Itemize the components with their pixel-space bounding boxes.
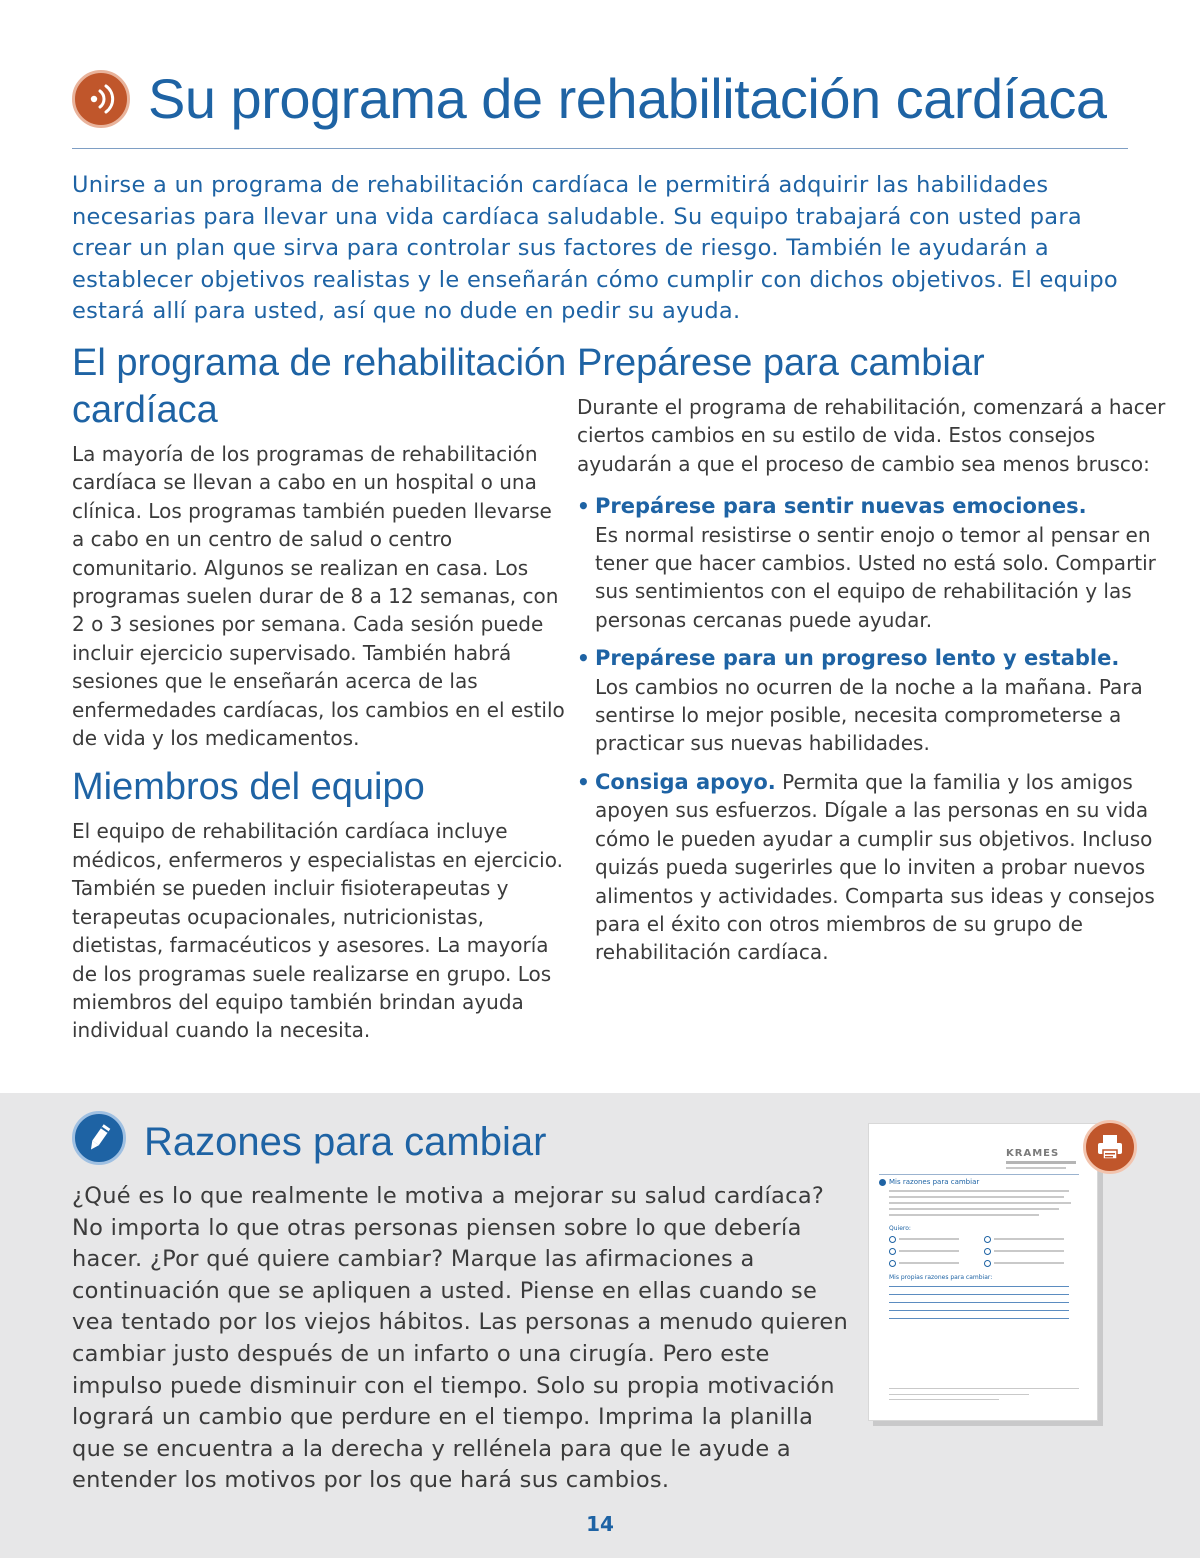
worksheet-write-line: [889, 1294, 1069, 1295]
worksheet-text-line: [899, 1238, 959, 1240]
right-column: [577, 340, 1172, 977]
worksheet-footer-rule: [889, 1388, 1079, 1389]
reasons-heading: Razones para cambiar: [144, 1120, 547, 1164]
prepare-intro: Durante el programa de rehabilitación, comenzará a hacer ciertos cambios en su estilo de vida. Estos consejos ayudarán a que el proceso de cambio sea menos brusco:: [577, 395, 1166, 476]
title-divider: [72, 148, 1128, 149]
worksheet-checkbox: [984, 1260, 991, 1267]
worksheet-checkbox: [889, 1248, 896, 1255]
worksheet-thumbnail[interactable]: [868, 1123, 1098, 1421]
worksheet-own-reasons: Mis propias razones para cambiar:: [889, 1274, 993, 1281]
bullet: •: [577, 769, 590, 794]
reasons-body: ¿Qué es lo que realmente le motiva a mejorar su salud cardíaca? No importa lo que otras personas piensen sobre lo que debería hacer. ¿Por qué quiere cambiar? Marque las afirmaciones a continuación que se apliquen a usted. Piense en ellas cuando se vea tentado por los viejos hábitos. Las personas a menudo quieren cambiar justo después de un infarto o una cirugía. Pero este impulso puede disminuir con el tiempo. Solo su propia motivación logrará un cambio que perdure en el tiempo. Imprima la planilla que se encuentra a la derecha y rellénela para que le ayude a entender los motivos por los que hará sus cambios.: [72, 1183, 849, 1494]
left-column: [72, 340, 567, 1045]
worksheet-brand: KRAMES: [1006, 1148, 1060, 1159]
bullet: •: [577, 494, 590, 519]
worksheet-brand-line: [1006, 1167, 1066, 1169]
page-title: Su programa de rehabilitación cardíaca: [148, 67, 1107, 130]
printer-icon[interactable]: [1083, 1120, 1137, 1174]
worksheet-checkbox: [984, 1236, 991, 1243]
worksheet-write-line: [889, 1310, 1069, 1311]
program-body: La mayoría de los programas de rehabilitación cardíaca se llevan a cabo en un hospital o una clínica. Los programas también pueden llevarse a cabo en un centro de salud o centro comunitario. Algunos se realizan en casa. Los programas suelen durar de 8 a 12 semanas, con 2 o 3 sesiones por semana. Cada sesión puede incluir ejercicio supervisado. También habrá sesiones que le enseñarán acerca de las enfermedades cardíacas, los cambios en el estilo de vida y los medicamentos.: [72, 442, 565, 751]
bullet: •: [577, 646, 590, 671]
worksheet-text-line: [994, 1250, 1064, 1252]
worksheet-text-line: [889, 1214, 1039, 1216]
tip-text: Los cambios no ocurren de la noche a la mañana. Para sentirse lo mejor posible, necesita comprometerse a practicar sus nuevas habilidades.: [595, 674, 1143, 756]
sound-waves-icon: [72, 70, 130, 128]
worksheet-footer-line: [889, 1394, 1029, 1395]
worksheet-checkbox: [889, 1260, 896, 1267]
worksheet-text-line: [899, 1262, 959, 1264]
tip-text: Es normal resistirse o sentir enojo o temor al pensar en tener que hacer cambios. Usted no está solo. Compartir sus sentimientos con el equipo de rehabilitación y las personas cercanas puede ayudar.: [595, 522, 1156, 632]
worksheet-quiero: Quiero:: [889, 1225, 911, 1232]
worksheet-write-line: [889, 1318, 1069, 1319]
tip-title: Prepárese para sentir nuevas emociones.: [595, 494, 1087, 519]
page-number: 14: [586, 1512, 614, 1536]
tip-text: Permita que la familia y los amigos apoyen sus esfuerzos. Dígale a las personas en su vida cómo le pueden ayudar a cumplir sus objetivos. Incluso quizás pueda sugerirles que lo inviten a probar nuevos alimentos y actividades. Comparta sus ideas y consejos para el éxito con otros miembros de su grupo de rehabilitación cardíaca.: [595, 769, 1155, 965]
worksheet-text-line: [994, 1238, 1064, 1240]
worksheet-text-line: [889, 1202, 1071, 1204]
worksheet-checkbox: [984, 1248, 991, 1255]
worksheet-brand-line: [1006, 1161, 1076, 1164]
pencil-icon: [72, 1111, 126, 1165]
worksheet-checkbox: [889, 1236, 896, 1243]
program-heading: El programa de rehabilitación cardíaca: [72, 342, 567, 431]
tip-title: Consiga apoyo.: [595, 769, 776, 794]
worksheet-pencil-icon: [879, 1179, 886, 1186]
tips-list: [577, 492, 1172, 967]
team-heading: Miembros del equipo: [72, 766, 425, 809]
prepare-heading: Prepárese para cambiar: [577, 342, 985, 384]
list-item: [577, 492, 1172, 634]
worksheet-text-line: [899, 1250, 959, 1252]
worksheet-text-line: [889, 1208, 1059, 1210]
list-item: [577, 644, 1172, 758]
worksheet-rule: [879, 1174, 1079, 1175]
worksheet-write-line: [889, 1302, 1069, 1303]
worksheet-text-line: [994, 1262, 1064, 1264]
tip-title: Prepárese para un progreso lento y estable.: [595, 646, 1120, 671]
worksheet-footer-line: [889, 1399, 999, 1400]
list-item: [577, 768, 1172, 967]
worksheet-write-line: [889, 1286, 1069, 1287]
intro-paragraph: Unirse a un programa de rehabilitación cardíaca le permitirá adquirir las habilidades necesarias para llevar una vida cardíaca saludable. Su equipo trabajará con usted para crear un plan que sirva para controlar sus factores de riesgo. También le ayudarán a establecer objetivos realistas y le enseñarán cómo cumplir con dichos objetivos. El equipo estará allí para usted, así que no dude en pedir su ayuda.: [72, 172, 1119, 324]
worksheet-title: Mis razones para cambiar: [889, 1178, 980, 1186]
team-body: El equipo de rehabilitación cardíaca incluye médicos, enfermeros y especialistas en ejercicio. También se pueden incluir fisioterapeutas y terapeutas ocupacionales, nutricionistas, dietistas, farmacéuticos y asesores. La mayoría de los programas suele realizarse en grupo. Los miembros del equipo también brindan ayuda individual cuando la necesita.: [72, 819, 563, 1043]
worksheet-text-line: [889, 1196, 1064, 1198]
worksheet-text-line: [889, 1190, 1069, 1192]
